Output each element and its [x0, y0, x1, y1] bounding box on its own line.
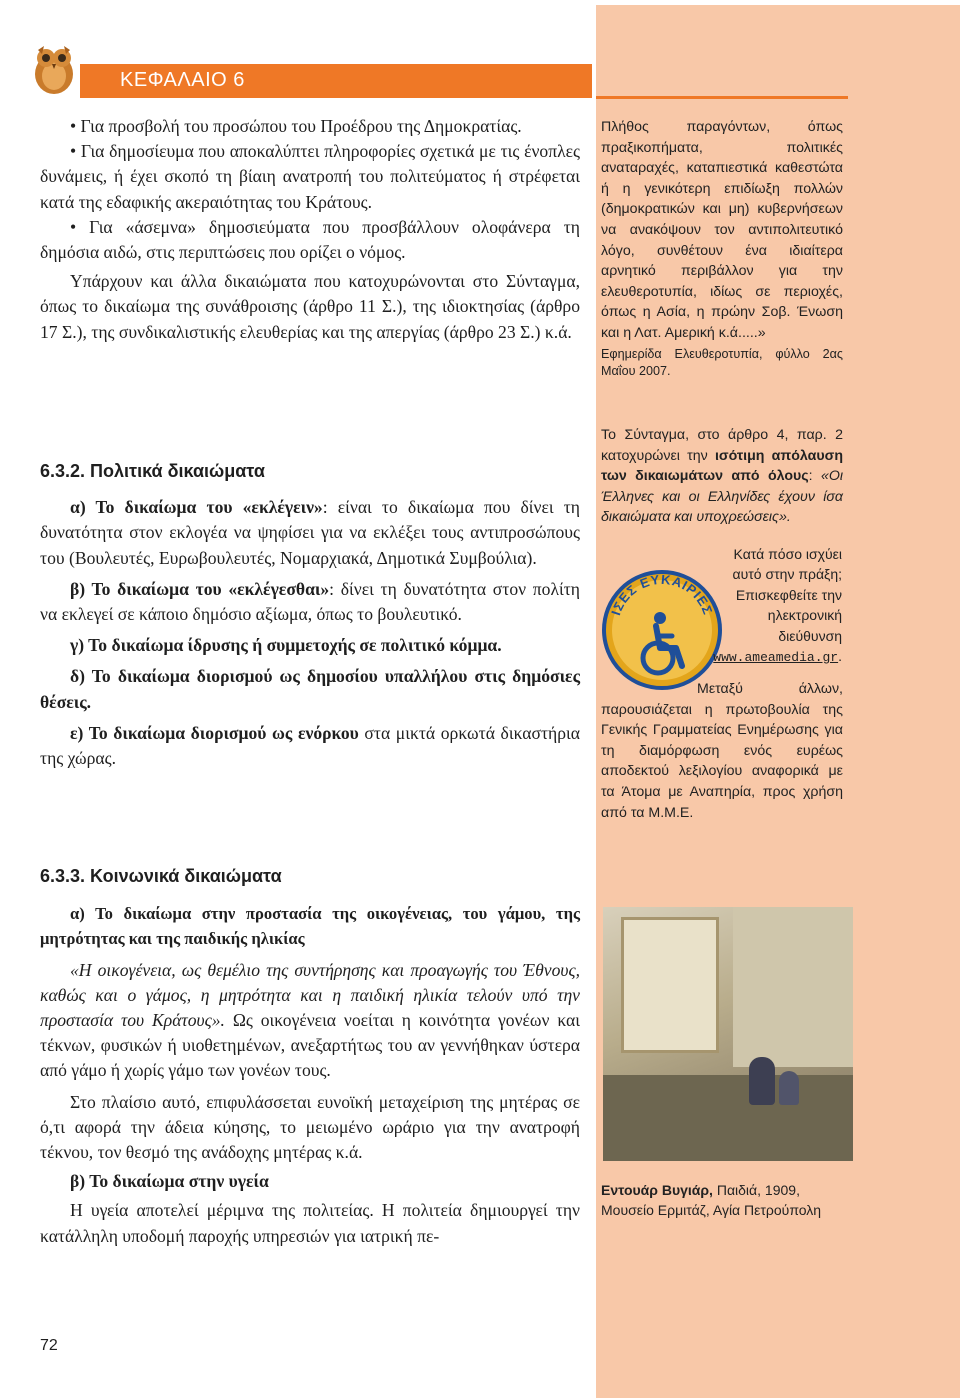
equal-opportunities-badge: [598, 566, 726, 692]
mother-benefits-paragraph: Στο πλαίσιο αυτό, επιφυλάσσεται ευνοϊκή μεταχείριση της μητέρας σε ό,τι αφορά την άδεια κύησης, το μειωμένο ωράριο για την ανατροφή τέκνου, τον θεσμό της ανάδοχης μητέρας κ.ά.: [40, 1091, 580, 1163]
url-dot: .: [838, 648, 842, 665]
political-rights-heading: 6.3.2. Πολιτικά δικαιώματα: [40, 461, 265, 481]
social-rights-section: [40, 864, 580, 1249]
constitution-intro: Το Σύνταγμα, στο άρθρο 4, παρ. 2 κατοχυρώνει την: [601, 427, 843, 464]
chapter-banner: [80, 64, 592, 98]
painting-child-figure-2: [779, 1071, 799, 1105]
right-to-be-elected-title: β) Το δικαίωμα του «εκλέγεσθαι»: [70, 578, 330, 599]
party-right: γ) Το δικαίωμα ίδρυσης ή συμμετοχής σε πολιτικό κόμμα.: [70, 635, 502, 656]
health-right-heading: β) Το δικαίωμα στην υγεία: [70, 1171, 269, 1192]
right-to-vote-text: : είναι το δικαίωμα που δίνει τη δυνατότητα στον εκλογέα να ψηφίσει για να εκλέξει τους αντιπροσώπους του (Βουλευτές, Ευρωβουλευτές, Νομαρχιακά, Δημοτικά Συμβούλια).: [40, 497, 580, 568]
family-paragraph: [40, 958, 580, 1084]
sidebar-constitution-box: [601, 425, 843, 528]
chapter-title: ΚΕΦΑΛΑΙΟ 6: [120, 69, 245, 91]
url-line: [708, 646, 842, 668]
painting-window: [621, 917, 719, 1053]
right-to-vote-title: α) Το δικαίωμα του «εκλέγειν»: [70, 497, 323, 518]
civil-servant-right: δ) Το δικαίωμα διορισμού ως δημοσίου υπαλλήλου στις δημόσιες θέσεις.: [40, 666, 580, 712]
health-paragraph: Η υγεία αποτελεί μέριμνα της πολιτείας. Η πολιτεία δημιουργεί την κατάλληλη υποδομή παροχής υπηρεσιών για ιατρική πε-: [40, 1200, 580, 1246]
family-definition: Ως οικογένεια νοείται η κοινότητα γονέων και τέκνων, φυσικών ή υιοθετημένων, ανεξαρτήτως του αν γεννήθηκαν ύστερα από γάμο ή χωρίς γάμο των γονέων τους.: [40, 1010, 580, 1081]
painting-caption: [601, 1180, 853, 1220]
right-to-be-elected-paragraph: [40, 577, 580, 627]
main-top-section: [40, 114, 580, 345]
equality-quote: «Οι Έλληνες και οι Ελληνίδες έχουν ίσα δικαιώματα και υποχρεώσεις».: [601, 468, 844, 526]
constitution-family-quote: «Η οικογένεια, ως θεμέλιο της συντήρησης και προαγωγής του Έθνους, καθώς και ο γάμος, η μητρότητα και η παιδική ηλικία τελούν υπό την προστασία του Κράτους».: [40, 959, 580, 1031]
political-rights-section: [40, 459, 580, 771]
sidebar-link-box: [708, 544, 842, 668]
owl-icon: [28, 38, 80, 96]
bullet-armed-forces: • Για δημοσίευμα που αποκαλύπτει πληροφορίες σχετικά με τις ένοπλες δυνάμεις, ή έχει σκοπό τη βίαιη ανατροπή του πολιτεύματος ή στρέφεται κατά της εδαφικής ακεραιότητας του Κράτους.: [40, 141, 580, 212]
constitution-equality-text: [601, 425, 843, 528]
visit-prompt: Επισκεφθείτε την ηλεκτρονική διεύθυνση: [735, 586, 842, 644]
right-to-be-elected-text: : δίνει τη δυνατότητα στον πολίτη να εκλεγεί σε κάποιο δημόσιο αξίωμα, όπως το βουλευτικό.: [40, 578, 581, 625]
painting-child-figure: [749, 1057, 775, 1105]
sidebar-divider: [596, 96, 848, 99]
juror-right-title: ε) Το δικαίωμα διορισμού ως ενόρκου: [70, 722, 359, 743]
sidebar-initiative-box: [601, 679, 843, 823]
page-number: 72: [40, 1337, 58, 1354]
painting-details: Παιδιά, 1909, Μουσείο Ερμιτάζ, Αγία Πετρούπολη: [601, 1182, 822, 1218]
juror-right-paragraph: [40, 721, 580, 771]
painting-artist: Εντουάρ Βυγιάρ,: [601, 1182, 713, 1198]
equality-colon: :: [808, 468, 821, 485]
initiative-text: Μεταξύ άλλων, παρουσιάζεται η πρωτοβουλία της Γενικής Γραμματείας Ενημέρωσης για τη διαμόρφωση ενός ευρέως αποδεκτού λεξιλογίου αναφορικά με τα Άτομα με Αναπηρία, προς χρήση από τα Μ.Μ.Ε.: [601, 681, 843, 821]
social-rights-heading: 6.3.3. Κοινωνικά δικαιώματα: [40, 866, 282, 886]
ameamedia-link[interactable]: www.ameamedia.gr: [713, 650, 839, 666]
equality-phrase: ισότιμη απόλαυση των δικαιωμάτων από όλους: [601, 447, 843, 485]
sidebar-press-quote: Πλήθος παραγόντων, όπως πραξικοπήματα, πολιτικές αναταραχές, καταπιεστικά καθεστώτα ή η γενικότερη επιδίωξη πολλών (δημοκρατικών και μη) κυβερνήσεων να ανακόψουν τον αντιπολιτευτικό λόγο, συνθέτουν ένα ιδιαίτερα αρνητικό περιβάλλον για την ελευθεροτυπία, ιδίως σε περιοχές, όπως η Ασία, η πρώην Σοβ. Ένωση και η Λατ. Αμερική κ.ά.....»: [601, 119, 843, 341]
practice-question: Κατά πόσο ισχύει αυτό στην πράξη;: [732, 546, 842, 583]
other-rights-paragraph: Υπάρχουν και άλλα δικαιώματα που κατοχυρώνονται στο Σύνταγμα, όπως το δικαίωμα της συνάθροισης (άρθρο 11 Σ.), της ιδιοκτησίας (άρθρο 17 Σ.), της συνδικαλιστικής ελευθερίας και της απεργίας (άρθρο 23 Σ.) κ.ά.: [40, 271, 580, 342]
bullet-obscene-publications: • Για «άσεμνα» δημοσιεύματα που προσβάλλουν ολοφάνερα τη δημόσια αιδώ, στις περιπτώσεις που ορίζει ο νόμος.: [40, 216, 580, 263]
sidebar-quote-box: [601, 117, 843, 380]
painting-wall: [733, 907, 853, 1067]
right-to-vote-paragraph: [40, 495, 580, 571]
family-protection-heading: α) Το δικαίωμα στην προστασία της οικογένειας, του γάμου, της μητρότητας και της παιδικής ηλικίας: [40, 904, 580, 949]
painting-floor: [603, 1075, 853, 1161]
juror-right-text: στα μικτά ορκωτά δικαστήρια της χώρας.: [40, 722, 580, 769]
sidebar-quote-source: Εφημερίδα Ελευθεροτυπία, φύλλο 2ας Μαΐου 2007.: [601, 346, 843, 378]
painting-image: [603, 907, 853, 1161]
bullet-president: • Για προσβολή του προσώπου του Προέδρου της Δημοκρατίας.: [70, 116, 522, 136]
badge-label: ΙΣΕΣ ΕΥΚΑΙΡΙΕΣ: [608, 571, 716, 618]
